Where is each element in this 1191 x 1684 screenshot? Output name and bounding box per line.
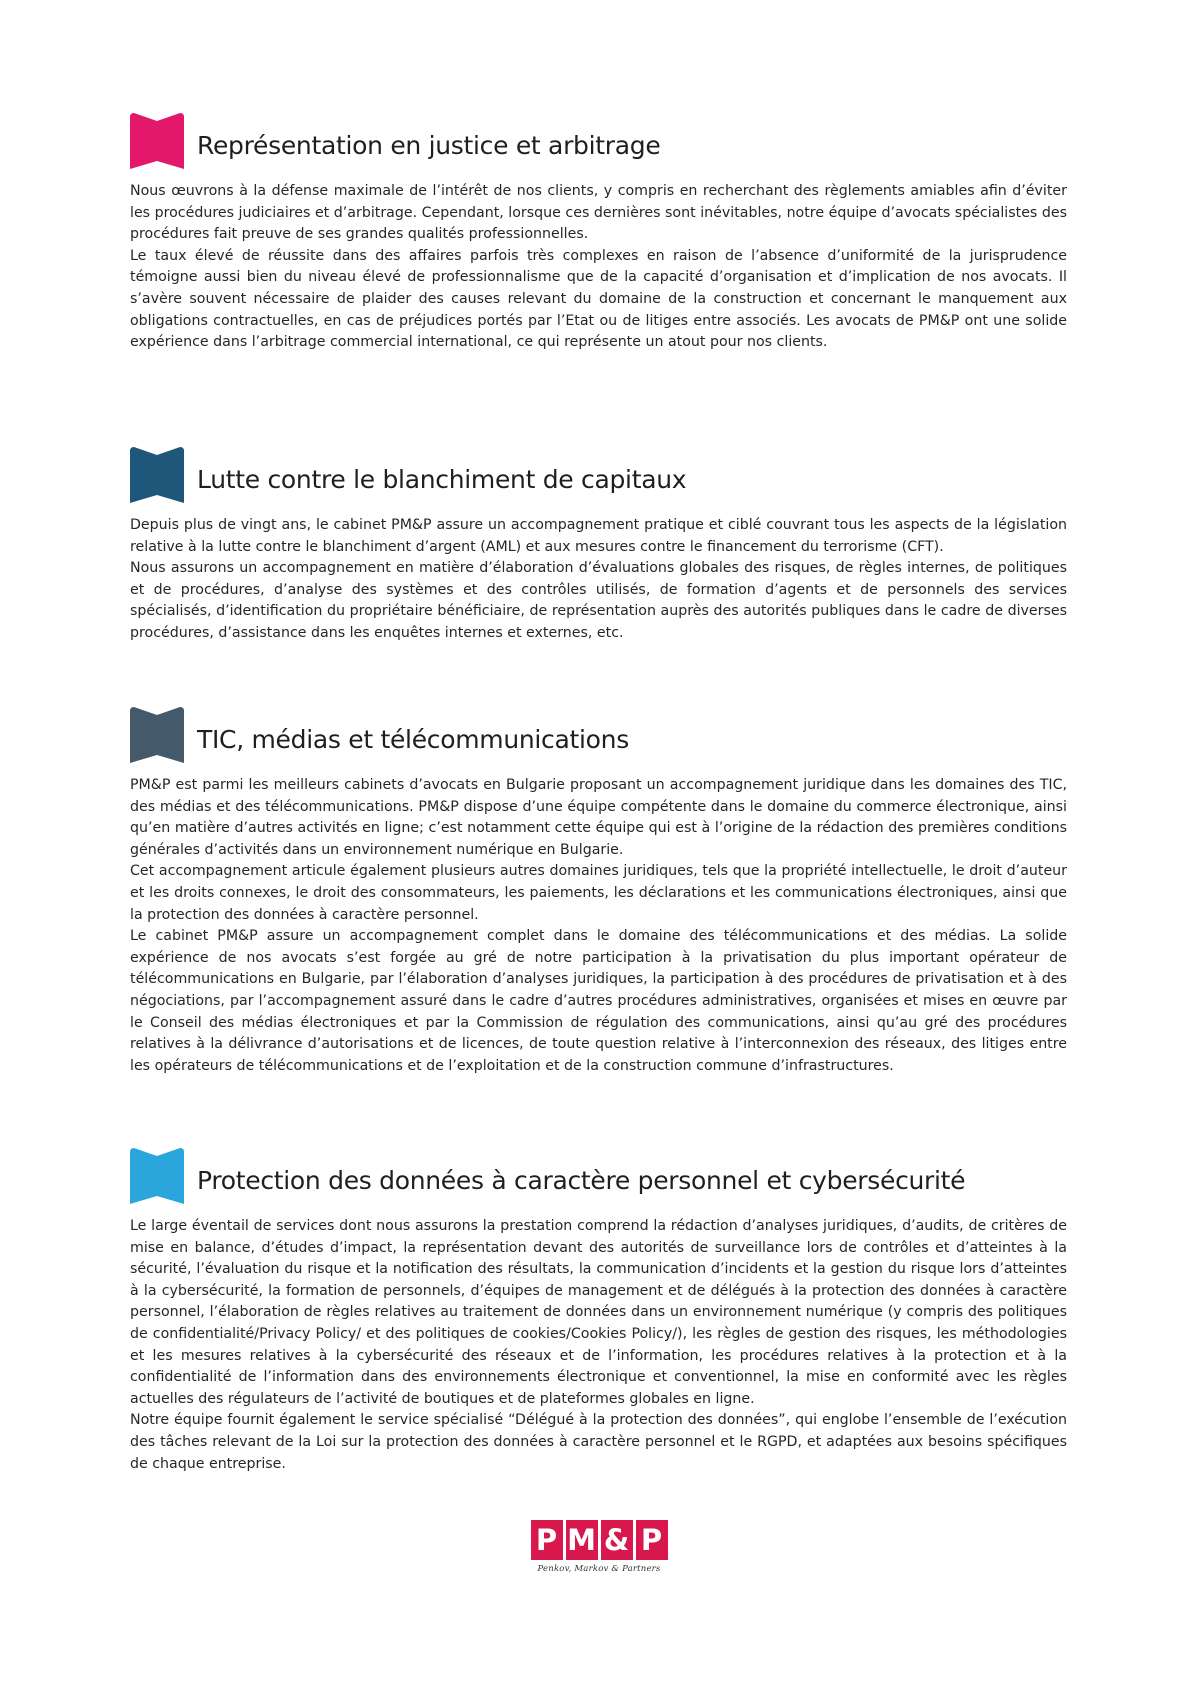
paragraph: Depuis plus de vingt ans, le cabinet PM&P assure un accompagnement pratique et ciblé couvrant tous les aspects de la législation relative à la lutte contre le blanchiment d’argent (AML) et aux mesures contre le financement du terrorisme (CFT). bbox=[130, 517, 1067, 555]
section-title: Protection des données à caractère personnel et cybersécurité bbox=[197, 1166, 966, 1195]
paragraph: Le large éventail de services dont nous assurons la prestation comprend la rédaction d’analyses juridiques, d’audits, de critères de mise en balance, d’études d’impact, la représentation devant des autorités de surveillance lors de contrôles et d’atteintes à la sécurité, l’évaluation du risque et la notification des résultats, la communication d’incidents et la gestion du risque lors d’atteintes à la cybersécurité, la formation de personnels, d’équipes de management et de délégués à la protection des données à caractère personnel, l’élaboration de règles relatives au traitement de données dans un environnement numérique (y compris des politiques de confidentialité/Privacy Policy/ et des politiques de cookies/Cookies Policy/), les règles de gestion des risques, les méthodologies et les mesures relatives à la cybersécurité des réseaux et de l’information, les procédures relatives à la protection et à la confidentialité de l’information dans des environnements électronique et conventionnel, la mise en conformité avec les règles actuelles des régulateurs de l’activité de boutiques et de plateformes globales en ligne. bbox=[130, 1218, 1067, 1407]
logo-mark bbox=[531, 1520, 667, 1560]
bookmark-ribbon-icon bbox=[130, 707, 184, 763]
company-logo bbox=[531, 1520, 667, 1574]
paragraph: Notre équipe fournit également le service spécialisé “Délégué à la protection des données”, qui englobe l’ensemble de l’exécution des tâches relevant de la Loi sur la protection des données à caractère personnel et le RGPD, et adaptées aux besoins spécifiques de chaque entreprise. bbox=[130, 1412, 1067, 1472]
paragraph: Le taux élevé de réussite dans des affaires parfois très complexes en raison de l’absence d’uniformité de la jurisprudence témoigne aussi bien du niveau élevé de professionnalisme que de la capacité d’organisation et d’implication de nos avocats. Il s’avère souvent nécessaire de plaider des causes relevant du domaine de la construction et concernant le manquement aux obligations contractuelles, en cas de préjudices portés par l’Etat ou de litiges entre associés. Les avocats de PM&P ont une solide expérience dans l’arbitrage commercial international, ce qui représente un atout pour nos clients. bbox=[130, 247, 1067, 351]
logo-letter: & bbox=[601, 1520, 633, 1560]
section-body bbox=[130, 775, 1067, 1077]
logo-letter: P bbox=[636, 1520, 668, 1560]
bookmark-ribbon-icon bbox=[130, 447, 184, 503]
section-header bbox=[130, 113, 1067, 169]
paragraph: Nous assurons un accompagnement en matière d’élaboration d’évaluations globales des risques, de règles internes, de politiques et de procédures, d’analyse des systèmes et des contrôles utilisés, de formation d’agents et de personnels des services spécialisés, d’identification du propriétaire bénéficiaire, de représentation auprès des autorités publiques dans le cadre de diverses procédures, d’assistance dans les enquêtes internes et externes, etc. bbox=[130, 560, 1067, 641]
paragraph: Nous œuvrons à la défense maximale de l’intérêt de nos clients, y compris en recherchant des règlements amiables afin d’éviter les procédures judiciaires et d’arbitrage. Cependant, lorsque ces dernières sont inévitables, notre équipe d’avocats spécialistes des procédures fait preuve de ses grandes qualités professionnelles. bbox=[130, 183, 1067, 243]
paragraph: Le cabinet PM&P assure un accompagnement complet dans le domaine des télécommunications et des médias. La solide expérience de nos avocats s’est forgée au gré de notre participation à la privatisation du plus important opérateur de télécommunications en Bulgarie, par l’élaboration d’analyses juridiques, la participation à des procédures de privatisation et à des négociations, par l’accompagnement assuré dans le cadre d’autres procédures administratives, organisées et mises en œuvre par le Conseil des médias électroniques et par la Commission de régulation des communications, ainsi qu’au gré des procédures relatives à la délivrance d’autorisations et de licences, de toute question relative à l’interconnexion des réseaux, des litiges entre les opérateurs de télécommunications et de l’exploitation et de la construction commune d’infrastructures. bbox=[130, 928, 1067, 1074]
section-header bbox=[130, 1148, 1067, 1204]
paragraph: Cet accompagnement articule également plusieurs autres domaines juridiques, tels que la propriété intellectuelle, le droit d’auteur et les droits connexes, le droit des consommateurs, les paiements, les déclarations et les communications électroniques, ainsi que la protection des données à caractère personnel. bbox=[130, 863, 1067, 923]
logo-letter: P bbox=[531, 1520, 563, 1560]
section-header bbox=[130, 707, 1067, 763]
section-body bbox=[130, 1216, 1067, 1475]
section-litigation bbox=[130, 113, 1067, 354]
logo-subtitle: Penkov, Markov & Partners bbox=[537, 1564, 661, 1574]
bookmark-ribbon-icon bbox=[130, 1148, 184, 1204]
section-ict-media bbox=[130, 707, 1067, 1077]
section-title: TIC, médias et télécommunications bbox=[197, 725, 629, 754]
section-body bbox=[130, 181, 1067, 354]
section-header bbox=[130, 447, 1067, 503]
section-aml bbox=[130, 447, 1067, 645]
section-title: Lutte contre le blanchiment de capitaux bbox=[197, 465, 687, 494]
bookmark-ribbon-icon bbox=[130, 113, 184, 169]
paragraph: PM&P est parmi les meilleurs cabinets d’avocats en Bulgarie proposant un accompagnement juridique dans les domaines des TIC, des médias et des télécommunications. PM&P dispose d’une équipe compétente dans le domaine du commerce électronique, ainsi qu’en matière d’autres activités en ligne; c’est notamment cette équipe qui est à l’origine de la rédaction des premières conditions générales d’activités dans un environnement numérique en Bulgarie. bbox=[130, 777, 1067, 858]
section-title: Représentation en justice et arbitrage bbox=[197, 131, 661, 160]
section-body bbox=[130, 515, 1067, 645]
section-data-protection bbox=[130, 1148, 1067, 1475]
logo-letter: M bbox=[566, 1520, 598, 1560]
